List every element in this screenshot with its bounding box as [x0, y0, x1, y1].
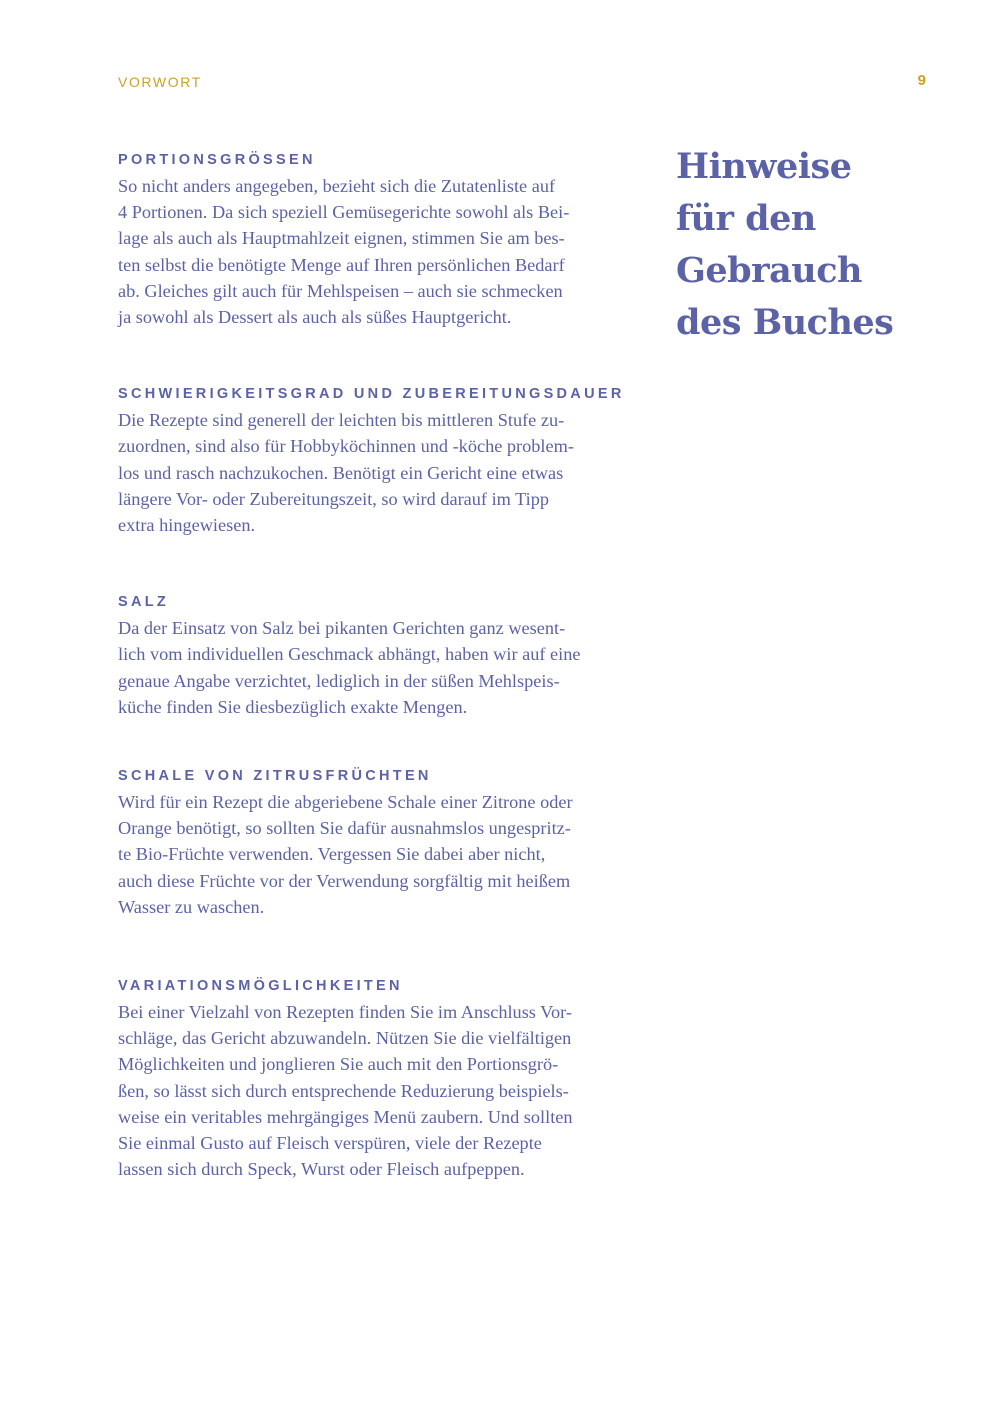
section-portion-sizes — [118, 150, 658, 330]
body-line: auch diese Früchte vor der Verwendung sorgfältig mit heißem — [118, 870, 571, 891]
running-head: VORWORT — [118, 74, 202, 90]
section-heading: SCHWIERIGKEITSGRAD UND ZUBEREITUNGSDAUER — [118, 386, 625, 403]
body-line: ten selbst die benötigte Menge auf Ihren persönlichen Bedarf — [118, 254, 565, 275]
body-line: So nicht anders angegeben, bezieht sich die Zutatenliste auf — [118, 176, 556, 196]
body-line: längere Vor- oder Zubereitungszeit, so wird darauf im Tipp — [118, 488, 550, 509]
body-line: ßen, so lässt sich durch entsprechende Reduzierung beispiels- — [118, 1080, 569, 1101]
section-heading: PORTIONSGRÖSSEN — [118, 152, 316, 168]
section-heading: SALZ — [118, 594, 170, 611]
section-body — [118, 789, 658, 920]
body-line: ab. Gleiches gilt auch für Mehlspeisen – auch sie schmecken — [118, 280, 563, 301]
body-line: Wird für ein Rezept die abgeriebene Schale einer Zitrone oder — [118, 792, 573, 813]
page-number: 9 — [917, 72, 926, 89]
section-difficulty-duration — [118, 384, 658, 538]
body-line: lich vom individuellen Geschmack abhängt, haben wir auf eine — [118, 644, 581, 665]
body-line: lassen sich durch Speck, Wurst oder Fleisch aufpeppen. — [118, 1159, 525, 1180]
body-line: zuordnen, sind also für Hobbyköchinnen und -köche problem- — [118, 436, 574, 457]
page-title — [676, 141, 976, 349]
section-variations — [118, 976, 658, 1182]
page-title-line: des Buches — [676, 302, 894, 343]
body-line: weise ein veritables mehrgängiges Menü zaubern. Und sollten — [118, 1106, 573, 1127]
section-heading: VARIATIONSMÖGLICHKEITEN — [118, 978, 403, 995]
section-body — [118, 173, 658, 330]
body-line: küche finden Sie diesbezüglich exakte Mengen. — [118, 696, 468, 717]
main-content — [118, 150, 658, 1182]
body-line: Die Rezepte sind generell der leichten bis mittleren Stufe zu- — [118, 410, 565, 431]
body-line: te Bio-Früchte verwenden. Vergessen Sie dabei aber nicht, — [118, 844, 546, 865]
body-line: Da der Einsatz von Salz bei pikanten Gerichten ganz wesent- — [118, 618, 566, 639]
page-title-line: Hinweise — [676, 146, 852, 187]
section-heading: SCHALE VON ZITRUSFRÜCHTEN — [118, 768, 432, 785]
body-line: los und rasch nachzukochen. Benötigt ein Gericht eine etwas — [118, 462, 564, 483]
section-citrus-zest — [118, 766, 658, 920]
body-line: schläge, das Gericht abzuwandeln. Nützen Sie die vielfältigen — [118, 1028, 572, 1049]
page-title-line: Gebrauch — [676, 250, 862, 291]
section-salt — [118, 592, 658, 720]
body-line: genaue Angabe verzichtet, lediglich in der süßen Mehlspeis- — [118, 670, 560, 691]
section-body — [118, 407, 658, 538]
body-line: ja sowohl als Dessert als auch als süßes Hauptgericht. — [118, 307, 512, 328]
body-line: Sie einmal Gusto auf Fleisch verspüren, viele der Rezepte — [118, 1133, 542, 1154]
body-line: 4 Portionen. Da sich speziell Gemüsegerichte sowohl als Bei- — [118, 202, 570, 223]
body-line: Orange benötigt, so sollten Sie dafür ausnahmslos ungespritz- — [118, 818, 571, 839]
body-line: extra hingewiesen. — [118, 515, 256, 536]
body-line: Möglichkeiten und jonglieren Sie auch mit den Portionsgrö- — [118, 1054, 559, 1075]
body-line: Bei einer Vielzahl von Rezepten finden Sie im Anschluss Vor- — [118, 1002, 572, 1023]
section-body — [118, 999, 658, 1182]
page-title-line: für den — [676, 198, 816, 239]
body-line: lage als auch als Hauptmahlzeit eignen, stimmen Sie am bes- — [118, 228, 565, 249]
body-line: Wasser zu waschen. — [118, 896, 265, 917]
section-body — [118, 615, 658, 720]
